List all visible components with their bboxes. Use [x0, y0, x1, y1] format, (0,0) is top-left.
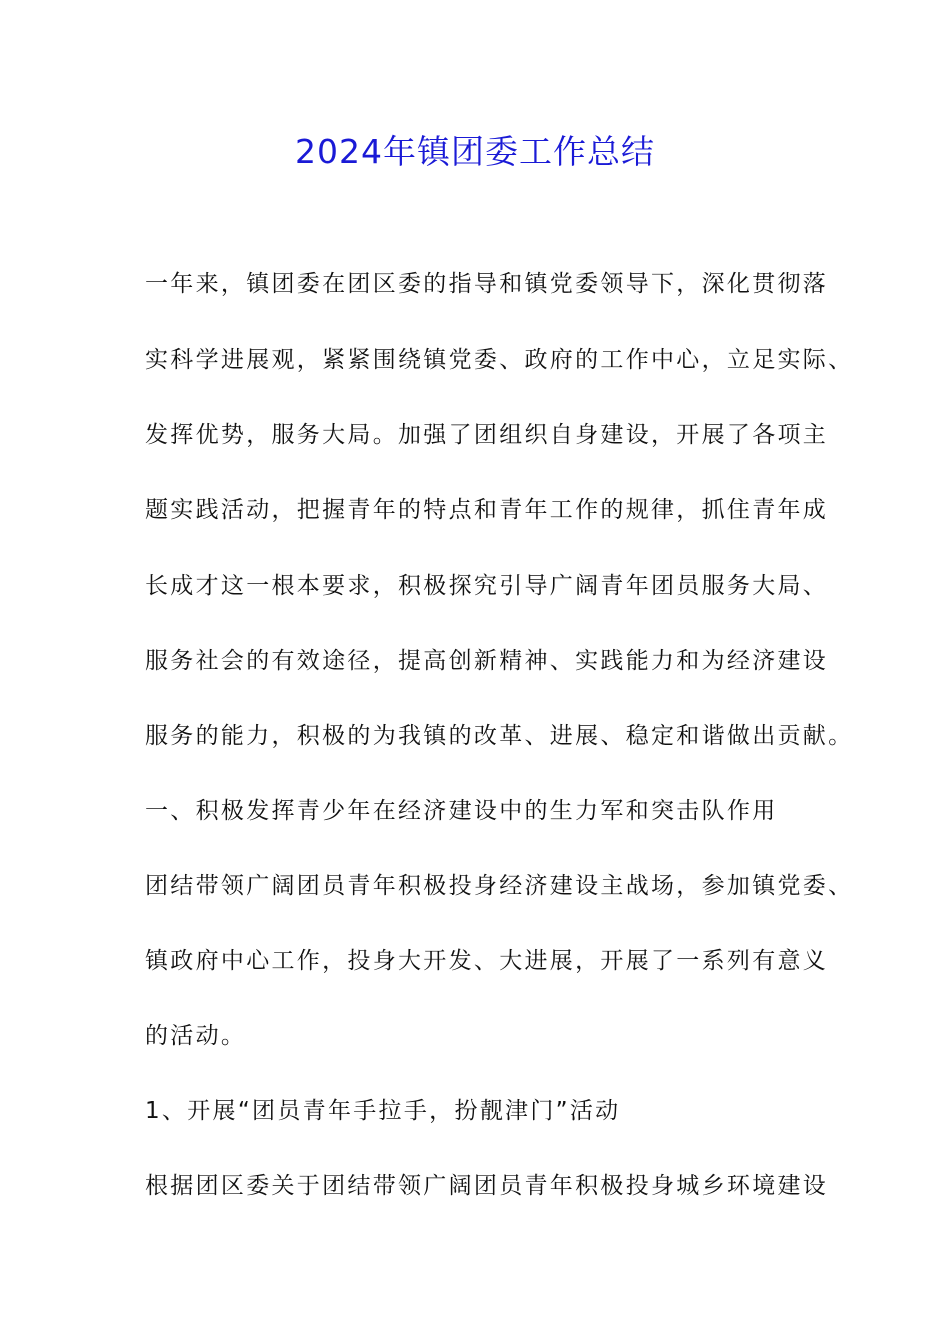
body-line: 团结带领广阔团员青年积极投身经济建设主战场，参加镇党委、	[145, 873, 854, 899]
body-line: 根据团区委关于团结带领广阔团员青年积极投身城乡环境建设	[145, 1173, 829, 1199]
document-title: 2024年镇团委工作总结	[295, 132, 655, 171]
body-line: 实科学进展观，紧紧围绕镇党委、政府的工作中心，立足实际、	[145, 347, 854, 373]
body-line: 服务社会的有效途径，提高创新精神、实践能力和为经济建设	[145, 648, 829, 674]
body-line: 一年来，镇团委在团区委的指导和镇党委领导下，深化贯彻落	[145, 271, 829, 297]
body-line: 镇政府中心工作，投身大开发、大进展，开展了一系列有意义	[145, 948, 829, 974]
section-heading: 一、积极发挥青少年在经济建设中的生力军和突击队作用	[145, 798, 778, 824]
subsection-heading: 1、开展“团员青年手拉手，扮靓津门”活动	[145, 1098, 621, 1124]
body-line: 长成才这一根本要求，积极探究引导广阔青年团员服务大局、	[145, 573, 829, 599]
body-line: 服务的能力，积极的为我镇的改革、进展、稳定和谐做出贡献。	[145, 723, 854, 749]
body-line: 的活动。	[145, 1023, 247, 1049]
body-line: 发挥优势，服务大局。加强了团组织自身建设，开展了各项主	[145, 422, 829, 448]
body-line: 题实践活动，把握青年的特点和青年工作的规律，抓住青年成	[145, 497, 829, 523]
